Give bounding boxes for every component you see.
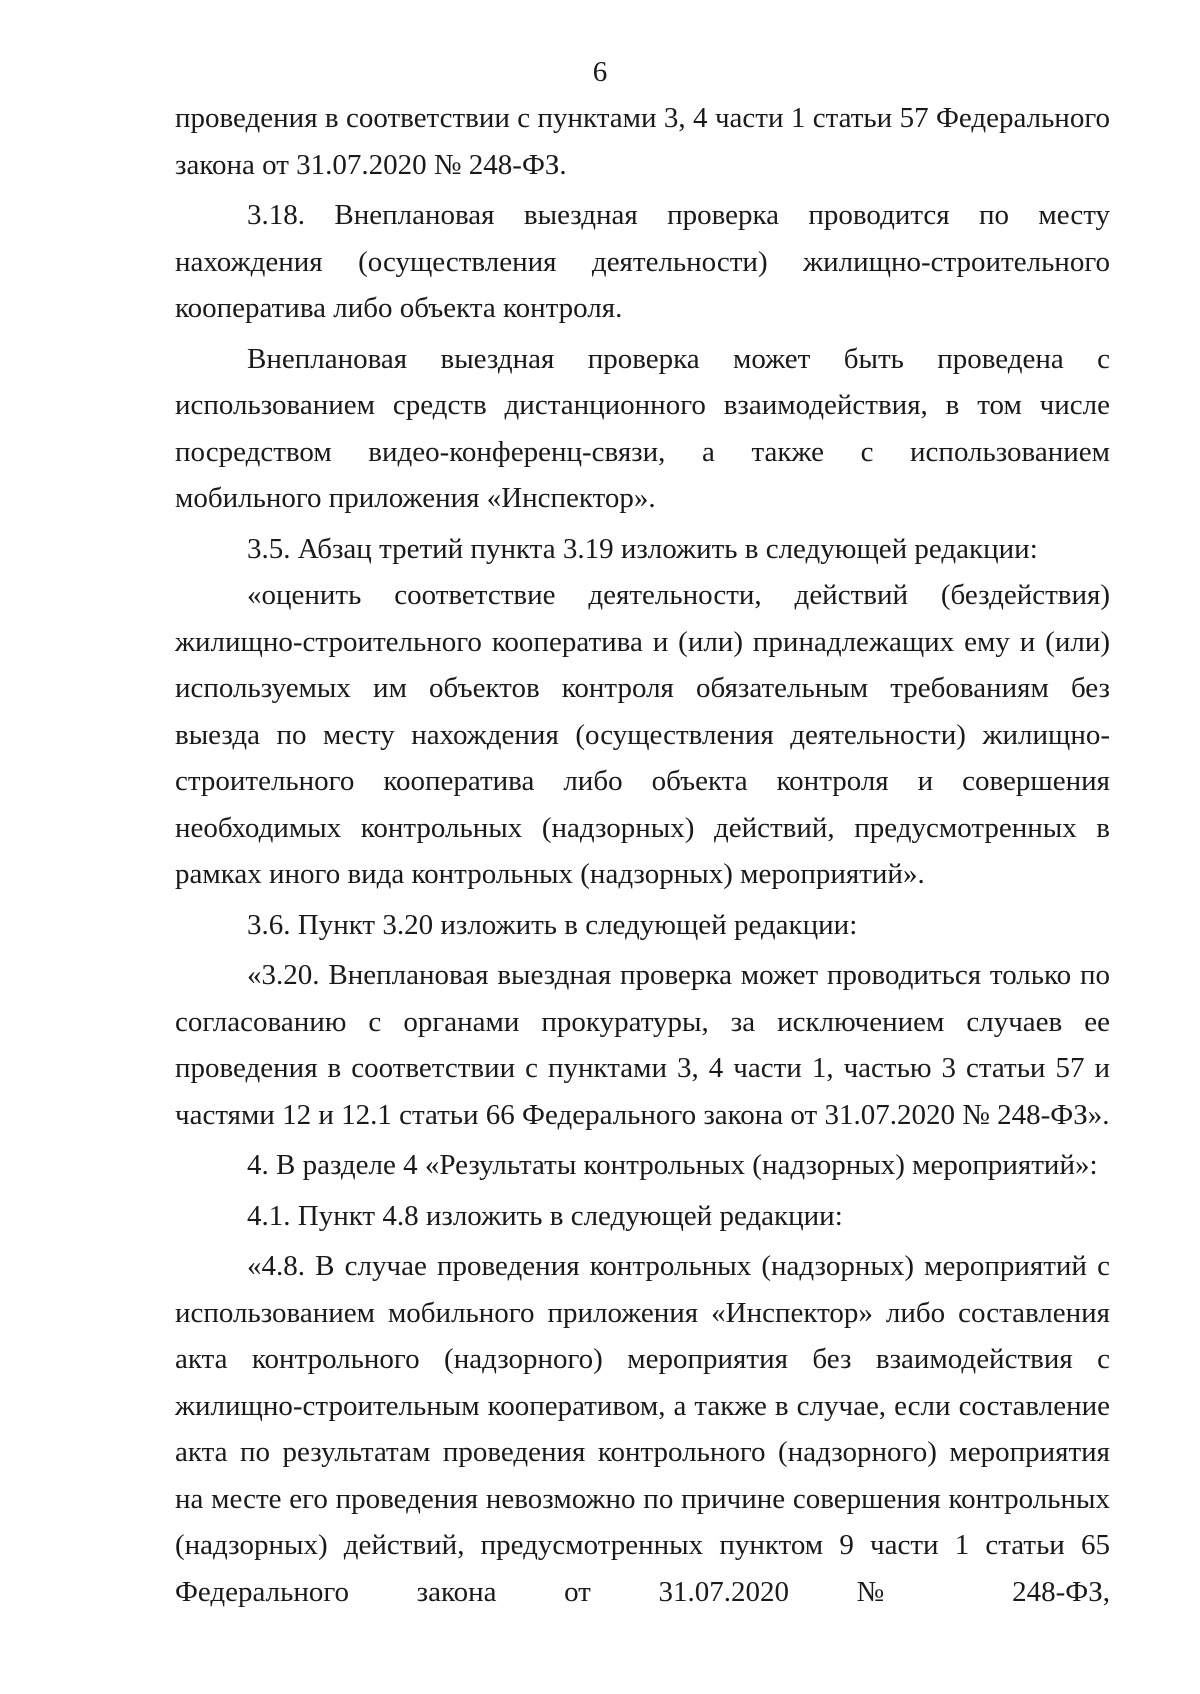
page-number: 6 bbox=[592, 56, 608, 88]
paragraph-quote-3-19: «оценить соответствие деятельности, действий (бездействия) жилищно-строительного кооператива и (или) принадлежащих ему и (или) используемых им объектов контроля обязательным требованиям без выезда по месту нахождения (осуществления деятельности) жилищно-строительного кооператива либо объекта контроля и совершения необходимых контрольных (надзорных) действий, предусмотренных в рамках иного вида контрольных (надзорных) мероприятий». bbox=[175, 579, 1110, 890]
paragraph-quote-4-8: «4.8. В случае проведения контрольных (надзорных) мероприятий с использованием мобильного приложения «Инспектор» либо составления акта контрольного (надзорного) мероприятия без взаимодействия с жилищно-строительным кооперативом, а также в случае, если составление акта по результатам проведения контрольного (надзорного) мероприятия на месте его проведения невозможно по причине совершения контрольных (надзорных) действий, предусмотренных пунктом 9 части 1 статьи 65 Федерального закона от 31.07.2020 № 248-ФЗ, bbox=[175, 1250, 1110, 1608]
paragraph-quote-3-20: «3.20. Внеплановая выездная проверка может проводиться только по согласованию с органами прокуратуры, за исключением случаев ее проведения в соответствии с пунктами 3, 4 части 1, частью 3 статьи 57 и частями 12 и 12.1 статьи 66 Федерального закона от 31.07.2020 № 248-ФЗ». bbox=[175, 959, 1110, 1131]
paragraph-section-4: 4. В разделе 4 «Результаты контрольных (надзорных) мероприятий»: bbox=[247, 1149, 1098, 1181]
document-body bbox=[175, 95, 1110, 1615]
paragraph-unscheduled-inspection: Внеплановая выездная проверка может быть проведена с использованием средств дистанционного взаимодействия, в том числе посредством видео-конференц-связи, а также с использованием мобильного приложения «Инспектор». bbox=[175, 342, 1110, 514]
paragraph-3-6: 3.6. Пункт 3.20 изложить в следующей редакции: bbox=[247, 908, 858, 941]
paragraph-3-18: 3.18. Внеплановая выездная проверка проводится по месту нахождения (осуществления деятельности) жилищно-строительного кооператива либо объекта контроля. bbox=[175, 199, 1110, 324]
paragraph-continuation: проведения в соответствии с пунктами 3, 4 части 1 статьи 57 Федерального закона от 31.07.2020 № 248-ФЗ. bbox=[175, 102, 1110, 181]
paragraph-3-5: 3.5. Абзац третий пункта 3.19 изложить в следующей редакции: bbox=[247, 532, 1038, 565]
paragraph-4-1: 4.1. Пункт 4.8 изложить в следующей редакции: bbox=[247, 1199, 843, 1232]
